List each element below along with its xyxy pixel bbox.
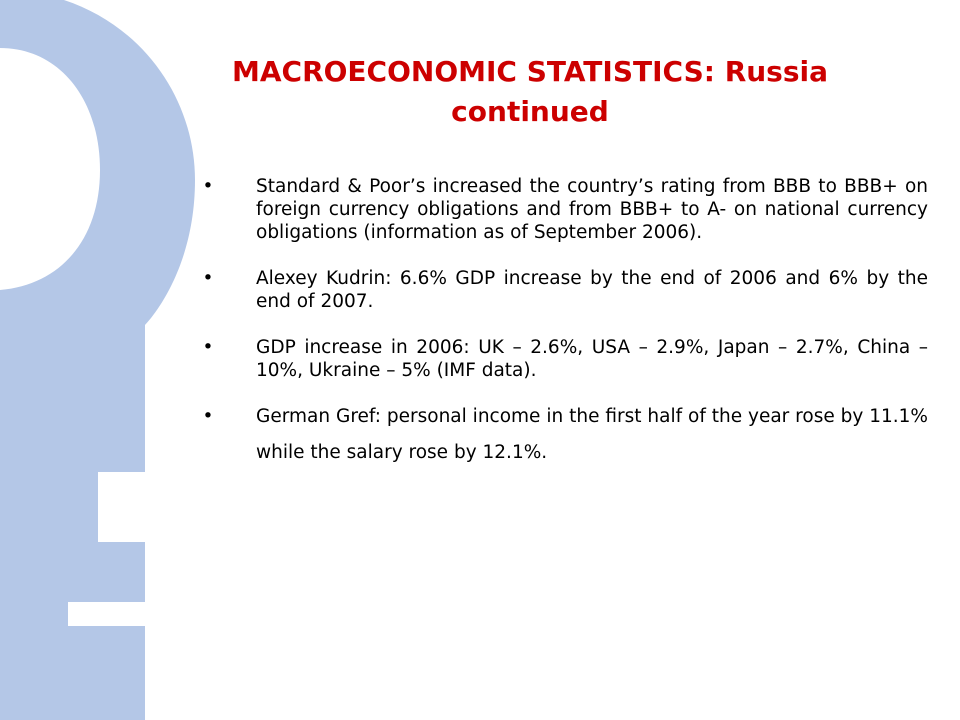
slide-title: [180, 52, 880, 132]
bullet-text: Standard & Poor’s increased the country’s rating from BBB to BBB+ on foreign currency obligations and from BBB+ to A- on national currency obligations (information as of September 2006).: [256, 176, 928, 243]
bullet-item: [198, 175, 928, 244]
bullet-dot-icon: •: [202, 406, 214, 427]
bullet-item: [198, 267, 928, 313]
bullet-item: [198, 399, 928, 471]
bullet-text: German Gref: personal income in the first half of the year rose by 11.1% while the salary rose by 12.1%.: [256, 406, 928, 463]
title-line-2: continued: [451, 95, 609, 128]
bullet-text: GDP increase in 2006: UK – 2.6%, USA – 2.9%, Japan – 2.7%, China – 10%, Ukraine – 5% (IMF data).: [256, 337, 928, 381]
bullet-item: [198, 336, 928, 382]
bullet-dot-icon: •: [202, 176, 214, 197]
bullet-text: Alexey Kudrin: 6.6% GDP increase by the end of 2006 and 6% by the end of 2007.: [256, 268, 928, 312]
bullet-list: [198, 175, 928, 494]
title-line-1: MACROECONOMIC STATISTICS: Russia: [231, 55, 829, 88]
bullet-dot-icon: •: [202, 337, 214, 358]
bullet-dot-icon: •: [202, 268, 214, 289]
